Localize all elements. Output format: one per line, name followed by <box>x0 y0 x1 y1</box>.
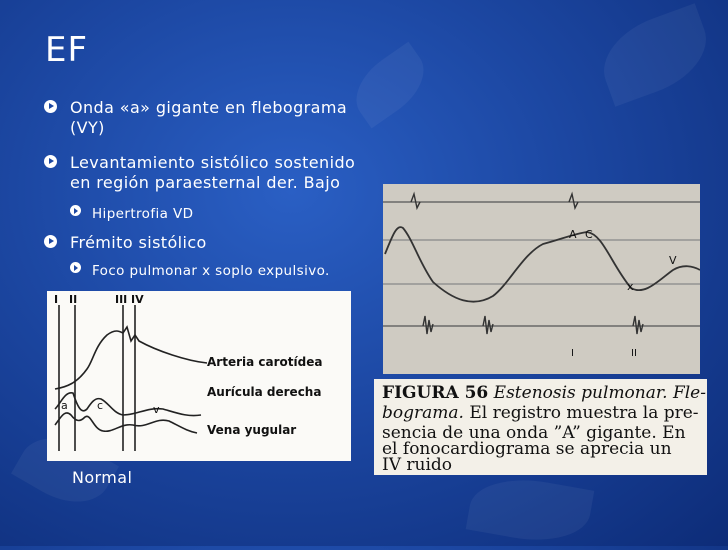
label-auricula-derecha: Aurícula derecha <box>207 385 322 399</box>
figure-number: FIGURA 56 <box>382 383 489 403</box>
bullet-arrow-icon <box>70 205 81 216</box>
label-x: x <box>627 280 634 293</box>
background-leaf <box>343 42 437 129</box>
phlebogram-figure <box>383 184 700 374</box>
subbullet-foco <box>92 261 330 281</box>
figure-caption-line: el fonocardiograma se aprecia un <box>382 439 672 459</box>
figure-caption-line <box>382 403 699 423</box>
bullet-levantamiento <box>70 153 355 193</box>
label-arteria-carotidea: Arteria carotídea <box>207 355 323 369</box>
figure-caption-line <box>382 383 706 403</box>
bullet-text: Hipertrofia VD <box>92 206 194 222</box>
figure-caption-line: sencia de una onda ”A” gigante. En <box>382 423 686 443</box>
marker-II: II <box>69 293 78 306</box>
caption-text: El registro muestra la pre- <box>463 403 699 423</box>
tracing-lines <box>47 291 351 461</box>
label-II: II <box>631 348 637 359</box>
bullet-onda-a <box>70 98 347 138</box>
slide-title: EF <box>45 30 89 70</box>
bullet-text: (VY) <box>70 118 105 137</box>
marker-III: III <box>115 293 128 306</box>
figure-title: Estenosis pulmonar. Fle- <box>493 383 706 403</box>
bullet-arrow-icon <box>70 262 81 273</box>
bullet-text: Foco pulmonar x soplo expulsivo. <box>92 263 330 279</box>
bullet-text: Levantamiento sistólico sostenido <box>70 153 356 172</box>
caption-italic: bograma. <box>382 403 464 423</box>
label-C: C <box>585 228 593 241</box>
phlebogram-tracing <box>383 184 700 374</box>
bullet-fremito <box>70 233 207 253</box>
bullet-arrow-icon <box>44 100 57 113</box>
figure-caption-line: IV ruido <box>382 455 453 475</box>
bullet-arrow-icon <box>44 155 57 168</box>
normal-caption: Normal <box>72 468 133 487</box>
background-leaf <box>591 3 718 106</box>
wave-c-label: c <box>97 399 104 412</box>
figure-caption-box <box>374 379 707 475</box>
normal-tracing-figure <box>47 291 351 461</box>
marker-I: I <box>54 293 59 306</box>
marker-IV: IV <box>131 293 144 306</box>
label-A: A <box>569 228 577 241</box>
bullet-text: Onda «a» gigante en flebograma <box>70 98 348 117</box>
label-I: I <box>571 348 574 359</box>
bullet-text: en región paraesternal der. Bajo <box>70 173 341 192</box>
label-vena-yugular: Vena yugular <box>207 423 297 437</box>
bullet-arrow-icon <box>44 235 57 248</box>
background-leaf <box>466 470 595 550</box>
bullet-text: Frémito sistólico <box>70 233 207 252</box>
label-V: V <box>669 254 677 267</box>
wave-a-label: a <box>61 399 68 412</box>
subbullet-hipertrofia <box>92 204 193 224</box>
wave-v-label: v <box>153 403 160 416</box>
